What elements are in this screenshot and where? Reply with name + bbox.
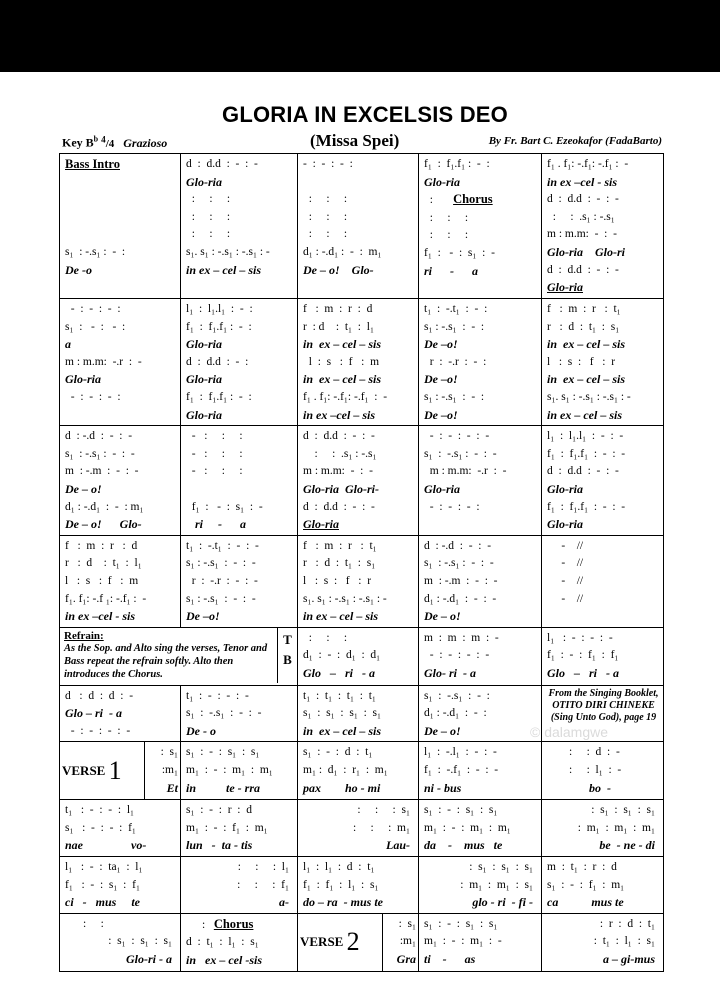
cell-r7c2 xyxy=(181,742,298,800)
chorus-label-2: Chorus xyxy=(213,916,254,931)
solfa-line: f₁ : f₁.f₁ : - : xyxy=(424,158,490,170)
lyric-line: in ex – cel – sis xyxy=(547,372,625,387)
solfa-line: l₁ : l₁.l₁ : - : - xyxy=(547,430,624,443)
verse-label-text: VERSE xyxy=(300,934,344,950)
source-note: From the Singing Booklet, OTITO DIRI CHINEKE (Sing Unto God), page 19 xyxy=(548,687,659,723)
solfa-line: f : m : r : t₁ xyxy=(547,303,621,315)
cell-r6c4 xyxy=(419,685,542,742)
lyric-line: Glo-ria xyxy=(186,174,222,189)
lyric-line: Glo-ria Glo-ri xyxy=(547,244,625,259)
solfa-line: r : -.r : - : - xyxy=(186,574,258,587)
lyric-line: ni - bus xyxy=(424,780,462,795)
solfa-line: d₁ : - : d₁ : d₁ xyxy=(303,649,381,662)
lyric-line: in ex – cel – sis xyxy=(186,262,261,277)
solfa-line: d : -.d : - : - xyxy=(65,430,133,443)
cell-r1c1 xyxy=(60,154,181,299)
lyric-line: in ex – cel – sis xyxy=(303,372,381,387)
solfa-line: f₁ : f₁.f₁ : - : xyxy=(186,390,252,403)
solfa-line: r : d : t₁ : l₁ xyxy=(65,557,142,570)
lyric-line: in ex –cel – sis xyxy=(303,407,375,422)
cell-r1c3 xyxy=(298,154,419,299)
lyric-line: De -o xyxy=(65,262,92,277)
page-title: GLORIA IN EXCELSIS DEO xyxy=(222,102,508,127)
lyric-line: da - mus te xyxy=(424,838,503,853)
lyric-line: Glo-ria xyxy=(547,517,583,532)
lyric-line: ti - as xyxy=(424,952,476,966)
cell-r10c1 xyxy=(60,913,181,971)
lyric-line: De – o! xyxy=(424,609,461,624)
solfa-line: t₁ : -.t₁ : - : - xyxy=(186,539,259,552)
verse-number: 2 xyxy=(346,927,360,957)
solfa-line: d : d.d : - : - xyxy=(303,500,375,513)
refrain-instructions: As the Sop. and Alto sing the verses, Tenor and Bass repeat the refrain softly. Alto then introduces the Chorus. xyxy=(64,642,268,680)
solfa-line: - // xyxy=(547,592,584,605)
lyric-line: a- xyxy=(279,895,289,910)
cell-r9c3 xyxy=(298,857,419,914)
bass-marker: B xyxy=(283,651,292,667)
solfa-line: d : d.d : - : xyxy=(186,355,249,368)
solfa-line: s₁. s₁ : -.s₁ : -.s₁ : - xyxy=(186,245,270,258)
cell-r5c3 xyxy=(298,627,419,685)
score-row-4 xyxy=(60,535,664,627)
lyric-line: De –o! xyxy=(424,337,458,352)
solfa-line: d : t₁ : l₁ : s₁ xyxy=(186,936,259,949)
tenor-marker: T xyxy=(283,631,292,647)
lyric-line: in ex – cel – sis xyxy=(547,337,625,352)
solfa-line: f₁. f₁: -.f ₁: -.f₁ : - xyxy=(65,592,147,605)
solfa-line: m : m.m: - : - xyxy=(547,228,617,241)
solfa-line: s₁ : - : s₁ : s₁ xyxy=(186,746,260,759)
time-denominator: 4 xyxy=(108,137,115,150)
solfa-line: f : m : r : d xyxy=(303,303,373,315)
cell-r10c5 xyxy=(542,913,664,971)
solfa-line: m : -.m : - : - xyxy=(424,574,498,587)
solfa-line: m₁ : - : m₁ : m₁ xyxy=(424,821,511,834)
solfa-line: l₁ : l₁ : d : t₁ xyxy=(303,861,375,874)
solfa-line: s₁ : -.s₁ : - : xyxy=(65,246,126,259)
lyric-line: De –o! xyxy=(186,609,220,624)
lyric-line: De - o xyxy=(186,723,216,738)
solfa-line: s₁ : -.s₁ : - : - xyxy=(186,707,262,720)
verse-2-label xyxy=(300,927,360,957)
lyric-line: ci - mus te xyxy=(65,895,140,910)
solfa-line: t₁ : - : - : l₁ xyxy=(65,804,135,817)
solfa-line: : s₁ : s₁ : s₁ xyxy=(469,861,533,874)
solfa-line: : : : xyxy=(424,229,469,242)
solfa-line: l₁ : l₁.l₁ : - : xyxy=(186,303,253,315)
score-row-5 xyxy=(60,627,664,685)
solfa-line: d₁ : -.d₁ : - : m₁ xyxy=(65,500,144,513)
cell-r2c3 xyxy=(298,299,419,426)
cell-r8c1 xyxy=(60,800,181,857)
key-label: Key B xyxy=(62,135,94,150)
lyric-line: in te - rra xyxy=(186,780,261,795)
solfa-line: s₁ : -.s₁ : - : - xyxy=(424,557,494,570)
solfa-line: d : d.d : - : - xyxy=(303,430,375,443)
solfa-line: s₁ : - : s₁ : s₁ xyxy=(424,917,498,930)
solfa-line: - : - : - : xyxy=(65,390,121,403)
lyric-line: De –o! xyxy=(424,372,458,387)
solfa-line: m₁ : - : f₁ : m₁ xyxy=(186,821,268,834)
solfa-line: : : : f₁ xyxy=(237,878,289,891)
top-black-bar xyxy=(0,0,720,72)
cell-r8c2 xyxy=(181,800,298,857)
time-numerator: 4 xyxy=(101,134,106,144)
cell-r1c4 xyxy=(419,154,542,299)
cell-r2c1 xyxy=(60,299,181,426)
solfa-line: - : - : - : - xyxy=(424,649,490,662)
solfa-line: m : -.m : - : - xyxy=(65,465,139,478)
cell-r2c5 xyxy=(542,299,664,426)
solfa-line: l : s : f : m xyxy=(65,574,139,587)
lyric-line: in ex – cel -sis xyxy=(186,953,262,967)
lyric-line: Glo-ria xyxy=(424,481,460,496)
cell-r9c2 xyxy=(181,857,298,914)
lyric-line: Glo-ri - a xyxy=(126,952,172,966)
solfa-line: s₁ : - : r : d xyxy=(186,804,252,817)
solfa-line: m₁ : - : m₁ : m₁ xyxy=(186,764,273,777)
solfa-line: : : l₁ : - xyxy=(569,764,622,777)
lyric-line: a – gi-mus xyxy=(602,952,655,966)
solfa-line: : m₁ : m₁ : s₁ xyxy=(460,878,533,891)
cell-r6c2 xyxy=(181,685,298,742)
solfa-line: : : : xyxy=(303,631,348,644)
solfa-line: f₁ : - : s₁ : - xyxy=(424,246,495,259)
lyric-line: lun - ta - tis xyxy=(186,838,253,853)
solfa-line: : s₁ : s₁ : s₁ xyxy=(108,935,172,948)
cell-r5c5 xyxy=(542,627,664,685)
cell-r7c5 xyxy=(542,742,664,800)
solfa-line: m₁ : - : m₁ : - xyxy=(424,935,502,948)
solfa-line: - // xyxy=(547,557,584,570)
solfa-line: s₁ : - : d : t₁ xyxy=(303,746,373,759)
solfa-line: : : : m₁ xyxy=(352,821,410,834)
solfa-line: : : : l₁ xyxy=(237,861,289,874)
cell-r4c3 xyxy=(298,535,419,627)
cell-r7c1 xyxy=(60,742,181,800)
solfa-line: - : - : - : xyxy=(65,303,121,315)
solfa-line: - : : : xyxy=(186,465,243,478)
solfa-line: s₁ : -.s₁ : - : - xyxy=(186,592,256,605)
tempo-marking: Grazioso xyxy=(123,135,168,150)
lyric-line: in ex – cel – sis xyxy=(303,609,378,624)
solfa-line: : : d : - xyxy=(569,746,620,759)
solfa-line: d : d.d : - : - xyxy=(547,193,619,206)
lyric-line: Glo – ri - a xyxy=(547,665,619,680)
cell-r8c5 xyxy=(542,800,664,857)
lyric-line: Glo-ria xyxy=(186,407,222,422)
cell-r10c4 xyxy=(419,913,542,971)
solfa-line: : : : xyxy=(303,228,348,241)
solfa-line: s₁ : -.s₁ : - : - xyxy=(65,447,135,460)
solfa-line: :m₁ xyxy=(161,764,178,777)
cell-r7c4 xyxy=(419,742,542,800)
cell-r6c3 xyxy=(298,685,419,742)
solfa-line: f₁ : -.f₁ : - : - xyxy=(424,764,499,777)
solfa-line: s₁ : - : - : xyxy=(65,320,126,333)
author-credit: By Fr. Bart C. Ezeokafor (FadaBarto) xyxy=(488,135,662,147)
lyric-line: in ex –cel - sis xyxy=(547,174,617,189)
lyric-line: in ex – cel – sis xyxy=(303,723,381,738)
solfa-line: f₁ . f₁: -.f₁: -.f₁ : - xyxy=(547,158,629,170)
solfa-line: : : .s₁ : -.s₁ xyxy=(303,447,377,460)
score-row-7 xyxy=(60,742,664,800)
cell-r10c2: : Chorus d : t₁ : l₁ : s₁ in ex – cel -sis xyxy=(181,913,298,971)
solfa-line: : : : xyxy=(303,193,348,206)
score-row-8 xyxy=(60,800,664,857)
solfa-line: t₁ : - : - : - xyxy=(186,689,249,702)
solfa-line: s₁ : - : s₁ : s₁ xyxy=(424,804,498,817)
lyric-line: De – o! xyxy=(65,481,102,496)
solfa-line: d : d.d : - : - xyxy=(186,158,258,170)
solfa-line: : : : xyxy=(424,211,469,224)
cell-r2c4 xyxy=(419,299,542,426)
cell-r1c2 xyxy=(181,154,298,299)
solfa-line: d : -.d : - : - xyxy=(424,539,492,552)
lyric-line: Glo-ria Glo-ri- xyxy=(303,481,379,496)
refrain-title: Refrain: xyxy=(64,629,104,642)
solfa-line: d : d.d : - : - xyxy=(547,465,619,478)
cell-r2c2 xyxy=(181,299,298,426)
score-row-2 xyxy=(60,299,664,426)
lyric-line: Et xyxy=(166,780,178,795)
lyric-line: in ex –cel - sis xyxy=(65,609,135,624)
solfa-line: - : - : - : xyxy=(424,500,480,513)
solfa-line: l₁ : - : ta₁ : l₁ xyxy=(65,861,143,874)
verse-label-text: VERSE xyxy=(62,762,106,778)
solfa-line: d : d : d : - xyxy=(65,689,134,702)
solfa-line: : : : xyxy=(186,228,231,241)
lyric-line: ri - a xyxy=(186,517,246,532)
lyric-line: in ex – cel – sis xyxy=(303,337,381,352)
lyric-line: Glo-ria xyxy=(547,481,583,496)
solfa-line: f₁ : - : s₁ : f₁ xyxy=(65,878,140,891)
solfa-line: : : xyxy=(83,917,104,930)
solfa-line: : s₁ : s₁ : s₁ xyxy=(591,804,655,817)
cell-r3c3 xyxy=(298,426,419,536)
solfa-line: d₁ : -.d₁ : - : xyxy=(424,707,487,720)
key-flat: b xyxy=(93,134,99,144)
verse-number: 1 xyxy=(108,755,122,785)
solfa-line: : : : xyxy=(186,193,231,206)
cell-r3c1 xyxy=(60,426,181,536)
solfa-line: f₁ : - : s₁ : - xyxy=(186,500,263,513)
lyric-line: do – ra - mus te xyxy=(303,895,384,910)
lyric-line: nae vo- xyxy=(65,838,147,853)
score-row-9 xyxy=(60,857,664,914)
solfa-line: : : .s₁ : -.s₁ xyxy=(547,210,615,223)
refrain-cell xyxy=(60,627,298,685)
solfa-line: l : s : f : r xyxy=(547,355,616,368)
solfa-line: - : - : - : - xyxy=(424,430,490,443)
lyric-line: glo - ri - fi - xyxy=(472,895,533,910)
lyric-line: De –o! xyxy=(424,407,458,422)
lyric-line: pax ho - mi xyxy=(303,780,381,795)
chorus-label: Chorus xyxy=(453,192,493,207)
solfa-line: d : d.d : - : - xyxy=(547,263,619,276)
solfa-line: r : -.r : - : xyxy=(424,355,487,368)
cell-r5c4 xyxy=(419,627,542,685)
cell-r8c3 xyxy=(298,800,419,857)
score-row-1 xyxy=(60,154,664,299)
solfa-line: f₁ : f₁.f₁ : - : - xyxy=(547,447,626,460)
solfa-line: s₁ : - : - : f₁ xyxy=(65,821,136,834)
bass-intro-heading: Bass Intro xyxy=(65,157,120,171)
solfa-line: f : m : r : t₁ xyxy=(303,539,377,552)
solfa-line: : m₁ : m₁ : m₁ xyxy=(577,821,655,834)
cell-r9c4 xyxy=(419,857,542,914)
lyric-line: be - ne - di xyxy=(599,838,655,853)
solfa-line: l : s : f : m xyxy=(303,355,380,368)
lyric-line: ca mus te xyxy=(547,895,624,910)
solfa-line: s₁ : -.s₁ : - : xyxy=(424,320,485,333)
solfa-line: - : : : xyxy=(186,447,243,460)
key-signature: Key $B^b$ $^4$/4 Grazioso xyxy=(62,134,168,150)
cell-r4c5 xyxy=(542,535,664,627)
lyric-line: ri - a xyxy=(424,263,478,278)
solfa-line: m : m : m : - xyxy=(424,631,499,644)
lyric-line: bo - xyxy=(589,780,611,795)
cell-r10c3 xyxy=(298,913,419,971)
solfa-line: s₁ : -.s₁ : - : xyxy=(424,390,485,403)
solfa-line: s₁ : -.s₁ : - : - xyxy=(424,447,497,460)
solfa-score-table xyxy=(59,153,664,972)
lyric-line: Glo-ria xyxy=(186,372,222,387)
solfa-line: m : t₁ : r : d xyxy=(547,861,617,874)
score-row-3 xyxy=(60,426,664,536)
solfa-line: r : d : t₁ : s₁ xyxy=(547,320,620,333)
solfa-line: : s₁ xyxy=(398,917,416,930)
lyric-line: in ex – cel – sis xyxy=(547,407,622,422)
solfa-line: s₁. s₁ : -.s₁ : -.s₁ : - xyxy=(547,390,631,403)
solfa-line: f₁ : f₁.f₁ : - : xyxy=(186,320,252,333)
lyric-line: Gra xyxy=(396,952,416,966)
solfa-line: : : : xyxy=(186,210,231,223)
lyric-line: Lau- xyxy=(386,838,410,853)
score-row-10 xyxy=(60,913,664,971)
cell-r4c4 xyxy=(419,535,542,627)
solfa-line: : : : s₁ xyxy=(357,804,410,817)
solfa-line: s₁. s₁ : -.s₁ : -.s₁ : - xyxy=(303,592,387,605)
solfa-line: - : : : xyxy=(186,430,243,443)
cell-r3c5 xyxy=(542,426,664,536)
solfa-line: d₁ : -.d₁ : - : - xyxy=(424,592,497,605)
subtitle: (Missa Spei) xyxy=(310,131,400,150)
solfa-line: f₁ : - : f₁ : f₁ xyxy=(547,649,619,662)
solfa-line: m₁ : d₁ : r₁ : m₁ xyxy=(303,764,388,777)
solfa-line: d₁ : -.d₁ : - : m₁ xyxy=(303,245,382,258)
solfa-line: - : - : - : - xyxy=(65,724,131,737)
cell-r1c5 xyxy=(542,154,664,299)
lyric-line: Glo – ri - a xyxy=(303,665,375,680)
cell-r6c1 xyxy=(60,685,181,742)
solfa-line: f₁ : f₁.f₁ : - : - xyxy=(547,500,626,513)
cell-r4c2 xyxy=(181,535,298,627)
solfa-line: l : s : f : r xyxy=(303,574,372,587)
lyric-line: De – o! xyxy=(424,723,461,738)
solfa-line: m : m.m: -.r : - xyxy=(424,465,507,478)
solfa-line: t₁ : t₁ : t₁ : t₁ xyxy=(303,689,376,702)
solfa-line: f : m : r : d xyxy=(65,539,138,552)
solfa-line: r : d : t₁ : s₁ xyxy=(303,557,376,570)
lyric-line: Glo – ri - a xyxy=(65,706,122,721)
lyric-line: De – o! Glo- xyxy=(65,517,142,532)
lyric-line: a xyxy=(65,337,71,352)
solfa-line: s₁ : - : f₁ : m₁ xyxy=(547,878,625,891)
solfa-line: - : - : - : xyxy=(303,158,353,170)
cell-r8c4 xyxy=(419,800,542,857)
solfa-line: f₁ . f₁: -.f₁: -.f₁ : - xyxy=(303,390,388,403)
solfa-line: f₁ : f₁ : l₁ : s₁ xyxy=(303,878,379,891)
solfa-line: m : m.m: -.r : - xyxy=(65,355,142,368)
solfa-line: :m₁ xyxy=(399,935,416,948)
cell-r9c1 xyxy=(60,857,181,914)
solfa-line: - // xyxy=(547,574,584,587)
lyric-line: De – o! Glo- xyxy=(303,262,374,277)
solfa-line: s₁ : s₁ : s₁ : s₁ xyxy=(303,707,382,720)
cell-r4c1 xyxy=(60,535,181,627)
solfa-line: : t₁ : l₁ : s₁ xyxy=(593,935,655,948)
solfa-line: : : : xyxy=(303,210,348,223)
lyric-line: Glo-ria xyxy=(186,337,222,352)
lyric-line: Glo-ria xyxy=(424,174,460,189)
solfa-line: : s₁ xyxy=(160,746,178,759)
cell-r3c2 xyxy=(181,426,298,536)
lyric-line: Glo-ria xyxy=(303,517,339,532)
solfa-line: s₁ : -.s₁ : - : - xyxy=(186,557,256,570)
solfa-line: m : m.m: - : - xyxy=(303,465,373,478)
solfa-line: : xyxy=(424,194,433,207)
solfa-line: r : d : t₁ : l₁ xyxy=(303,320,374,333)
cell-r7c3 xyxy=(298,742,419,800)
lyric-line: Glo- ri - a xyxy=(424,665,476,680)
cell-r3c4 xyxy=(419,426,542,536)
solfa-line: s₁ : -.s₁ : - : xyxy=(424,689,490,702)
solfa-line: l₁ : - : - : - xyxy=(547,631,613,644)
solfa-line: : r : d : t₁ xyxy=(599,917,655,930)
watermark: © dalamgwe xyxy=(530,724,609,740)
solfa-line: t₁ : -.t₁ : - : xyxy=(424,303,488,315)
lyric-line: Glo-ria xyxy=(65,372,101,387)
lyric-line: Glo-ria xyxy=(547,280,583,295)
cell-r9c5 xyxy=(542,857,664,914)
verse-1-label xyxy=(62,756,122,786)
solfa-line: l₁ : -.l₁ : - : - xyxy=(424,746,497,759)
solfa-line: - // xyxy=(547,539,584,552)
